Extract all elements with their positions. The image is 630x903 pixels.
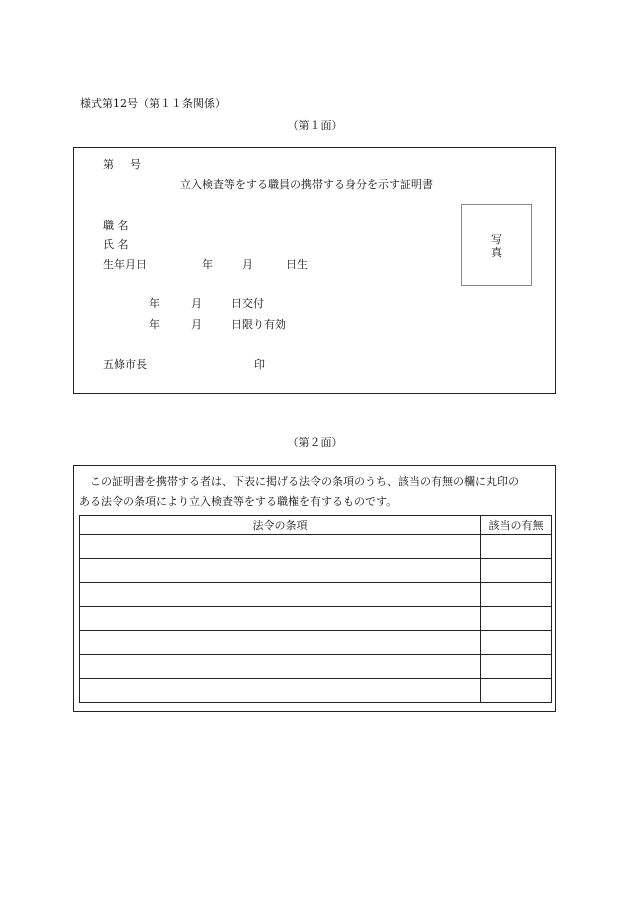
applicable-cell	[481, 607, 552, 631]
applicable-cell	[481, 679, 552, 703]
column-header-applicable: 該当の有無	[481, 516, 552, 535]
valid-year: 年	[149, 318, 160, 331]
statute-cell	[80, 655, 481, 679]
table-header-row	[80, 516, 552, 535]
issue-day: 日交付	[231, 297, 264, 310]
issuer-name: 五條市長	[103, 358, 147, 371]
seal-mark: 印	[254, 358, 265, 371]
statute-table	[79, 515, 552, 703]
statute-cell	[80, 679, 481, 703]
form-number: 様式第12号（第１１条関係）	[80, 97, 226, 110]
birthdate-day: 日生	[286, 258, 308, 271]
issue-month: 月	[191, 297, 202, 310]
birthdate-month: 月	[242, 258, 253, 271]
applicable-cell	[481, 583, 552, 607]
photo-label-line1: 写	[491, 233, 502, 246]
applicable-cell	[481, 655, 552, 679]
statute-cell	[80, 559, 481, 583]
table-row	[80, 631, 552, 655]
statute-cell	[80, 535, 481, 559]
table-row	[80, 607, 552, 631]
certificate-back	[73, 465, 556, 712]
statute-cell	[80, 583, 481, 607]
column-header-statute: 法令の条項	[80, 516, 481, 535]
side-1-label: （第１面）	[287, 119, 343, 132]
certificate-number-dai: 第	[103, 158, 114, 171]
certificate-title: 立入検査等をする職員の携帯する身分を示す証明書	[180, 178, 433, 191]
issue-year: 年	[149, 297, 160, 310]
table-row	[80, 583, 552, 607]
side-2-label: （第２面）	[287, 436, 343, 449]
certificate-face	[73, 147, 556, 394]
statute-cell	[80, 631, 481, 655]
table-row	[80, 535, 552, 559]
statute-cell	[80, 607, 481, 631]
valid-month: 月	[191, 318, 202, 331]
birthdate-label: 生年月日	[103, 258, 147, 271]
table-row	[80, 559, 552, 583]
table-row	[80, 679, 552, 703]
name-label: 氏 名	[103, 238, 129, 251]
table-row	[80, 655, 552, 679]
applicable-cell	[481, 535, 552, 559]
job-title-label: 職 名	[103, 219, 129, 232]
photo-label-line2: 真	[491, 245, 502, 259]
photo-placeholder	[461, 204, 532, 286]
back-intro-line1: この証明書を携帯する者は、下表に掲げる法令の条項のうち、該当の有無の欄に丸印の	[90, 475, 519, 488]
certificate-number-go: 号	[130, 158, 141, 171]
valid-until: 日限り有効	[231, 318, 286, 331]
back-intro	[79, 472, 555, 512]
applicable-cell	[481, 631, 552, 655]
applicable-cell	[481, 559, 552, 583]
birthdate-year: 年	[202, 258, 213, 271]
back-intro-line2: ある法令の条項により立入検査等をする職権を有するものです。	[79, 495, 398, 508]
